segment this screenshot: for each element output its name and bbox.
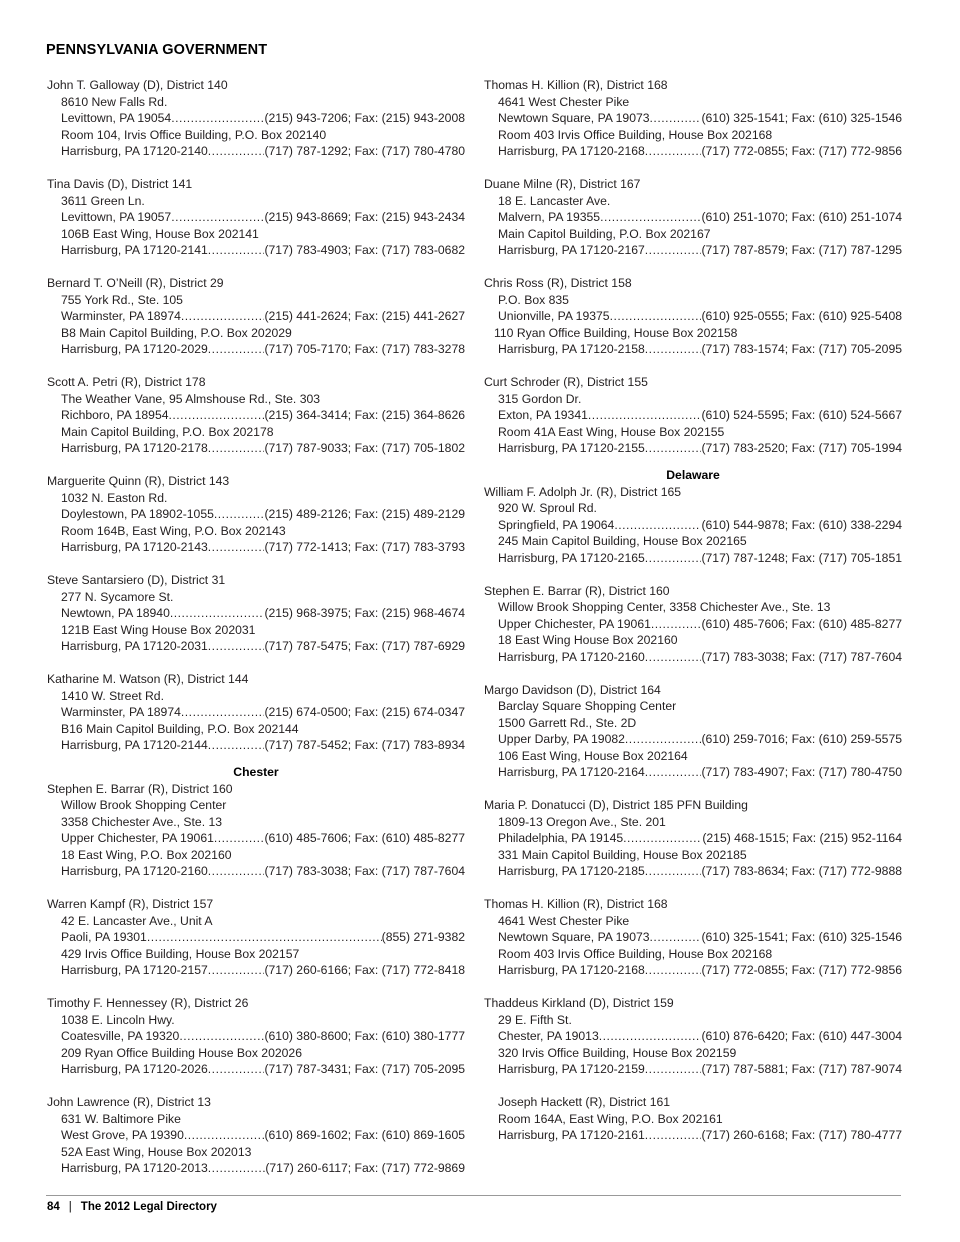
directory-entry [47, 896, 465, 979]
address-text: Warminster, PA 18974 [61, 309, 181, 323]
dot-leader [645, 143, 702, 160]
legislator-name: Stephen E. Barrar (R), District 160 [47, 781, 233, 796]
address-text: Harrisburg, PA 17120-2141 [61, 243, 208, 257]
contact-line [484, 550, 902, 567]
dot-leader [184, 1127, 265, 1144]
legislator-name: Duane Milne (R), District 167 [484, 177, 641, 191]
directory-entry [484, 995, 902, 1078]
phone-fax-text: (610) 925-0555; Fax: (610) 925-5408 [701, 309, 902, 323]
address-text: West Grove, PA 19390 [61, 1128, 184, 1142]
contact-line [484, 649, 902, 666]
phone-fax-text: (717) 787-5452; Fax: (717) 783-8934 [264, 738, 465, 752]
dot-leader [625, 731, 702, 748]
legislator-name: John T. Galloway (D), District 140 [47, 78, 228, 92]
section-heading: Delaware [666, 468, 720, 482]
dot-leader [208, 440, 265, 457]
address-line: 110 Ryan Office Building, House Box 202158 [494, 325, 738, 340]
legislator-name: Marguerite Quinn (R), District 143 [47, 474, 230, 488]
contact-line [47, 929, 465, 946]
section-heading: Chester [233, 765, 279, 779]
contact-line [484, 1061, 902, 1078]
phone-fax-text: (717) 783-2520; Fax: (717) 705-1994 [701, 441, 902, 455]
legislator-name: Chris Ross (R), District 158 [484, 276, 632, 290]
phone-fax-text: (717) 787-5475; Fax: (717) 787-6929 [264, 639, 465, 653]
address-line: 245 Main Capitol Building, House Box 202165 [498, 534, 747, 548]
address-line: Room 164B, East Wing, P.O. Box 202143 [61, 523, 286, 538]
contact-line [47, 863, 465, 880]
address-line: Main Capitol Building, P.O. Box 202178 [61, 424, 274, 439]
contact-line [484, 110, 902, 127]
address-text: Harrisburg, PA 17120-2161 [498, 1128, 645, 1142]
page-footer [47, 1201, 217, 1213]
contact-line [484, 863, 902, 880]
directory-entry [484, 1094, 902, 1144]
directory-entry [47, 781, 465, 880]
phone-fax-text: (610) 380-8600; Fax: (610) 380-1777 [264, 1029, 465, 1043]
address-line: Barclay Square Shopping Center [498, 699, 677, 713]
legislator-name: Timothy F. Hennessey (R), District 26 [47, 996, 249, 1010]
address-text: Harrisburg, PA 17120-2157 [61, 963, 208, 977]
address-line: B16 Main Capitol Building, P.O. Box 202144 [61, 721, 299, 736]
address-text: Doylestown, PA 18902-1055 [61, 507, 214, 521]
address-text: Harrisburg, PA 17120-2144 [61, 738, 208, 752]
phone-fax-text: (717) 260-6117; Fax: (717) 772-9869 [265, 1161, 465, 1175]
contact-line [47, 539, 465, 556]
phone-fax-text: (610) 524-5595; Fax: (610) 524-5667 [701, 408, 902, 422]
phone-fax-text: (717) 787-8579; Fax: (717) 787-1295 [701, 243, 902, 257]
publication-title: The 2012 Legal Directory [80, 1201, 217, 1213]
address-text: Harrisburg, PA 17120-2160 [498, 649, 645, 664]
address-line: Room 41A East Wing, House Box 202155 [498, 424, 725, 439]
contact-line [47, 704, 465, 721]
address-text: Harrisburg, PA 17120-2164 [498, 765, 645, 779]
dot-leader [645, 962, 702, 979]
address-line: Willow Brook Shopping Center, 3358 Chichester Ave., Ste. 13 [498, 600, 831, 614]
contact-line [484, 242, 902, 259]
address-line: 3611 Green Ln. [61, 193, 145, 208]
phone-fax-text: (610) 325-1541; Fax: (610) 325-1546 [701, 930, 902, 944]
legislator-name: Joseph Hackett (R), District 161 [498, 1095, 671, 1109]
phone-fax-text: (215) 364-3414; Fax: (215) 364-8626 [264, 408, 465, 422]
legislator-name: Curt Schroder (R), District 155 [484, 375, 648, 389]
dot-leader [650, 929, 702, 946]
address-line: 52A East Wing, House Box 202013 [61, 1144, 252, 1159]
address-line: 1410 W. Street Rd. [61, 688, 164, 703]
phone-fax-text: (717) 783-1574; Fax: (717) 705-2095 [701, 342, 902, 356]
contact-line [484, 209, 902, 226]
directory-entry [47, 995, 465, 1078]
contact-line [484, 1028, 902, 1045]
address-text: Warminster, PA 18974 [61, 705, 181, 719]
phone-fax-text: (717) 783-4903; Fax: (717) 783-0682 [264, 243, 465, 257]
directory-entry [47, 572, 465, 655]
directory-entry [47, 275, 465, 358]
directory-entry [47, 473, 465, 556]
address-line: 331 Main Capitol Building, House Box 202185 [498, 847, 747, 862]
phone-fax-text: (215) 441-2624; Fax: (215) 441-2627 [264, 309, 465, 323]
legislator-name: William F. Adolph Jr. (R), District 165 [484, 484, 682, 499]
address-text: Harrisburg, PA 17120-2026 [61, 1062, 208, 1076]
phone-fax-text: (717) 260-6168; Fax: (717) 780-4777 [701, 1128, 902, 1142]
dot-leader [623, 830, 702, 847]
address-line: 1032 N. Easton Rd. [61, 490, 168, 505]
address-text: Harrisburg, PA 17120-2155 [498, 441, 645, 455]
phone-fax-text: (610) 544-9878; Fax: (610) 338-2294 [701, 517, 902, 532]
address-text: Upper Darby, PA 19082 [498, 732, 625, 746]
footer-divider [46, 1195, 901, 1196]
dot-leader [610, 308, 702, 325]
phone-fax-text: (717) 705-7170; Fax: (717) 783-3278 [264, 342, 465, 356]
footer-separator: | [68, 1201, 72, 1213]
dot-leader [208, 638, 265, 655]
legislator-name: Steve Santarsiero (D), District 31 [47, 573, 226, 587]
address-line: 4641 West Chester Pike [498, 94, 630, 109]
phone-fax-text: (717) 787-1292; Fax: (717) 780-4780 [264, 144, 465, 158]
address-line: 3358 Chichester Ave., Ste. 13 [61, 814, 223, 829]
address-text: Coatesville, PA 19320 [61, 1029, 180, 1043]
contact-line [484, 341, 902, 358]
contact-line [484, 517, 902, 534]
address-line: 18 East Wing, P.O. Box 202160 [61, 847, 232, 862]
address-line: 42 E. Lancaster Ave., Unit A [61, 913, 213, 928]
address-text: Exton, PA 19341 [498, 408, 588, 422]
dot-leader [600, 209, 701, 226]
right-column [484, 77, 902, 1160]
contact-line [484, 143, 902, 160]
address-text: Harrisburg, PA 17120-2168 [498, 963, 645, 977]
phone-fax-text: (610) 325-1541; Fax: (610) 325-1546 [701, 111, 902, 125]
address-text: Upper Chichester, PA 19061 [498, 616, 651, 631]
phone-fax-text: (717) 772-0855; Fax: (717) 772-9856 [701, 144, 902, 158]
dot-leader [170, 605, 265, 622]
address-line: 755 York Rd., Ste. 105 [61, 292, 183, 307]
address-line: Main Capitol Building, P.O. Box 202167 [498, 226, 711, 241]
contact-line [47, 308, 465, 325]
directory-entry [484, 77, 902, 160]
address-line: 121B East Wing House Box 202031 [61, 622, 256, 637]
phone-fax-text: (610) 251-1070; Fax: (610) 251-1074 [701, 210, 902, 224]
dot-leader [208, 341, 265, 358]
directory-entry [484, 176, 902, 259]
dot-leader [645, 550, 702, 567]
phone-fax-text: (215) 489-2126; Fax: (215) 489-2129 [264, 507, 465, 521]
phone-fax-text: (717) 783-3038; Fax: (717) 787-7604 [264, 864, 465, 878]
legislator-name: John Lawrence (R), District 13 [47, 1095, 211, 1109]
address-line: 920 W. Sproul Rd. [498, 501, 597, 515]
legislator-name: Stephen E. Barrar (R), District 160 [484, 583, 670, 598]
dot-leader [171, 110, 264, 127]
phone-fax-text: (717) 772-1413; Fax: (717) 783-3793 [264, 540, 465, 554]
address-text: Upper Chichester, PA 19061 [61, 831, 214, 845]
address-text: Harrisburg, PA 17120-2013 [61, 1161, 208, 1175]
address-text: Unionville, PA 19375 [498, 309, 610, 323]
address-text: Harrisburg, PA 17120-2167 [498, 243, 645, 257]
contact-line [484, 616, 902, 633]
dot-leader [645, 242, 702, 259]
dot-leader [208, 539, 265, 556]
legislator-name: Thomas H. Killion (R), District 168 [484, 78, 668, 92]
dot-leader [208, 1160, 266, 1177]
dot-leader [181, 704, 265, 721]
address-text: Harrisburg, PA 17120-2185 [498, 864, 645, 878]
phone-fax-text: (717) 783-3038; Fax: (717) 787-7604 [701, 649, 902, 664]
address-line: Room 403 Irvis Office Building, House Box 202168 [498, 127, 773, 142]
directory-entry [484, 275, 902, 358]
address-line: 8610 New Falls Rd. [61, 94, 168, 109]
contact-line [47, 1160, 465, 1177]
address-text: Chester, PA 19013 [498, 1029, 599, 1043]
address-line: 1038 E. Lincoln Hwy. [61, 1012, 175, 1027]
address-line: 315 Gordon Dr. [498, 391, 582, 406]
dot-leader [171, 209, 264, 226]
dot-leader [588, 407, 702, 424]
dot-leader [208, 1061, 265, 1078]
contact-line [484, 407, 902, 424]
address-text: Newtown Square, PA 19073 [498, 111, 650, 125]
address-line: 429 Irvis Office Building, House Box 202157 [61, 946, 300, 961]
directory-entry [484, 797, 902, 880]
legislator-name: Scott A. Petri (R), District 178 [47, 375, 206, 389]
address-text: Richboro, PA 18954 [61, 408, 169, 422]
dot-leader [645, 863, 702, 880]
phone-fax-text: (610) 485-7606; Fax: (610) 485-8277 [264, 831, 465, 845]
address-line: Willow Brook Shopping Center [61, 798, 227, 812]
contact-line [47, 407, 465, 424]
address-line: 1809-13 Oregon Ave., Ste. 201 [498, 814, 666, 829]
contact-line [484, 308, 902, 325]
legislator-name: Bernard T. O’Neill (R), District 29 [47, 276, 224, 290]
contact-line [484, 1127, 902, 1144]
address-text: Harrisburg, PA 17120-2159 [498, 1062, 645, 1076]
address-text: Harrisburg, PA 17120-2165 [498, 550, 645, 565]
dot-leader [208, 143, 265, 160]
directory-entry [47, 77, 465, 160]
directory-entry [47, 374, 465, 457]
contact-line [47, 737, 465, 754]
dot-leader [169, 407, 265, 424]
address-text: Newtown Square, PA 19073 [498, 930, 650, 944]
address-text: Malvern, PA 19355 [498, 210, 601, 224]
contact-line [47, 962, 465, 979]
directory-entry [484, 896, 902, 979]
page-number: 84 [47, 1201, 60, 1213]
phone-fax-text: (717) 260-6166; Fax: (717) 772-8418 [264, 963, 465, 977]
address-text: Levittown, PA 19057 [61, 210, 172, 224]
contact-line [484, 929, 902, 946]
address-text: Harrisburg, PA 17120-2143 [61, 540, 208, 554]
address-line: 209 Ryan Office Building House Box 202026 [61, 1045, 302, 1060]
address-text: Harrisburg, PA 17120-2178 [61, 441, 208, 455]
contact-line [47, 506, 465, 523]
dot-leader [645, 764, 702, 781]
address-text: Philadelphia, PA 19145 [498, 831, 624, 845]
address-text: Paoli, PA 19301 [61, 930, 147, 944]
address-line: 4641 West Chester Pike [498, 913, 630, 928]
contact-line [484, 731, 902, 748]
contact-line [47, 209, 465, 226]
dot-leader [208, 737, 265, 754]
address-text: Harrisburg, PA 17120-2168 [498, 144, 645, 158]
contact-line [47, 830, 465, 847]
phone-fax-text: (215) 943-7206; Fax: (215) 943-2008 [264, 111, 465, 125]
dot-leader [645, 1127, 702, 1144]
address-text: Harrisburg, PA 17120-2160 [61, 864, 208, 878]
contact-line [47, 1028, 465, 1045]
address-text: Springfield, PA 19064 [498, 517, 615, 532]
address-text: Harrisburg, PA 17120-2140 [61, 144, 208, 158]
dot-leader [645, 649, 702, 666]
contact-line [47, 440, 465, 457]
dot-leader [214, 830, 265, 847]
contact-line [484, 830, 902, 847]
left-column [47, 77, 465, 1193]
contact-line [47, 638, 465, 655]
phone-fax-text: (717) 787-5881; Fax: (717) 787-9074 [701, 1062, 902, 1076]
directory-entry [47, 176, 465, 259]
phone-fax-text: (717) 772-0855; Fax: (717) 772-9856 [701, 963, 902, 977]
directory-entry [484, 583, 902, 666]
address-line: 631 W. Baltimore Pike [61, 1111, 181, 1126]
address-line: 106B East Wing, House Box 202141 [61, 226, 259, 241]
phone-fax-text: (610) 869-1602; Fax: (610) 869-1605 [264, 1128, 465, 1142]
phone-fax-text: (717) 787-9033; Fax: (717) 705-1802 [264, 441, 465, 455]
address-line: Room 104, Irvis Office Building, P.O. Box 202140 [61, 127, 327, 142]
phone-fax-text: (215) 674-0500; Fax: (215) 674-0347 [264, 705, 465, 719]
phone-fax-text: (717) 787-3431; Fax: (717) 705-2095 [264, 1062, 465, 1076]
dot-leader [208, 863, 265, 880]
legislator-name: Warren Kampf (R), District 157 [47, 897, 214, 911]
address-text: Harrisburg, PA 17120-2029 [61, 342, 208, 356]
address-line: 106 East Wing, House Box 202164 [498, 748, 688, 763]
address-text: Harrisburg, PA 17120-2158 [498, 342, 645, 356]
address-text: Newtown, PA 18940 [61, 606, 170, 620]
dot-leader [614, 517, 701, 534]
page-title: PENNSYLVANIA GOVERNMENT [46, 42, 268, 58]
address-line: 18 East Wing House Box 202160 [498, 633, 678, 647]
address-line: 29 E. Fifth St. [498, 1012, 572, 1027]
dot-leader [181, 308, 265, 325]
address-line: 18 E. Lancaster Ave. [498, 193, 611, 208]
directory-entry [484, 682, 902, 781]
legislator-name: Margo Davidson (D), District 164 [484, 682, 661, 697]
phone-fax-text: (717) 783-4907; Fax: (717) 780-4750 [701, 765, 902, 779]
dot-leader [645, 440, 702, 457]
dot-leader [599, 1028, 702, 1045]
dot-leader [645, 1061, 702, 1078]
address-line: Room 164A, East Wing, P.O. Box 202161 [498, 1111, 723, 1126]
directory-entry [47, 1094, 465, 1177]
phone-fax-text: (717) 787-1248; Fax: (717) 705-1851 [701, 550, 902, 565]
dot-leader [208, 962, 265, 979]
address-line: 1500 Garrett Rd., Ste. 2D [498, 715, 637, 730]
address-line: Room 403 Irvis Office Building, House Box 202168 [498, 946, 773, 961]
phone-fax-text: (215) 468-1515; Fax: (215) 952-1164 [702, 831, 902, 845]
dot-leader [179, 1028, 264, 1045]
dot-leader [650, 110, 702, 127]
address-line: 277 N. Sycamore St. [61, 589, 174, 604]
phone-fax-text: (215) 968-3975; Fax: (215) 968-4674 [264, 606, 465, 620]
contact-line [484, 440, 902, 457]
contact-line [484, 962, 902, 979]
contact-line [47, 110, 465, 127]
contact-line [47, 143, 465, 160]
contact-line [484, 764, 902, 781]
directory-entry [47, 671, 465, 754]
dot-leader [651, 616, 702, 633]
dot-leader [147, 929, 382, 946]
phone-fax-text: (610) 485-7606; Fax: (610) 485-8277 [701, 616, 902, 631]
contact-line [47, 1061, 465, 1078]
dot-leader [214, 506, 265, 523]
contact-line [47, 605, 465, 622]
address-line: B8 Main Capitol Building, P.O. Box 202029 [61, 325, 292, 340]
address-line: P.O. Box 835 [498, 292, 569, 307]
phone-fax-text: (717) 783-8634; Fax: (717) 772-9888 [701, 864, 902, 878]
address-line: 320 Irvis Office Building, House Box 202159 [498, 1045, 737, 1060]
contact-line [47, 1127, 465, 1144]
contact-line [47, 341, 465, 358]
address-text: Levittown, PA 19054 [61, 111, 172, 125]
legislator-name: Maria P. Donatucci (D), District 185 PFN Building [484, 798, 748, 812]
dot-leader [645, 341, 702, 358]
phone-fax-text: (610) 876-6420; Fax: (610) 447-3004 [701, 1029, 902, 1043]
legislator-name: Tina Davis (D), District 141 [47, 177, 193, 191]
directory-entry [484, 374, 902, 457]
legislator-name: Thaddeus Kirkland (D), District 159 [484, 996, 674, 1010]
phone-fax-text: (610) 259-7016; Fax: (610) 259-5575 [701, 732, 902, 746]
address-text: Harrisburg, PA 17120-2031 [61, 639, 208, 653]
legislator-name: Thomas H. Killion (R), District 168 [484, 897, 668, 911]
contact-line [47, 242, 465, 259]
phone-fax-text: (215) 943-8669; Fax: (215) 943-2434 [264, 210, 465, 224]
phone-fax-text: (855) 271-9382 [381, 930, 465, 944]
dot-leader [208, 242, 265, 259]
legislator-name: Katharine M. Watson (R), District 144 [47, 672, 249, 686]
address-line: The Weather Vane, 95 Almshouse Rd., Ste. 303 [61, 391, 321, 406]
directory-entry [484, 484, 902, 567]
